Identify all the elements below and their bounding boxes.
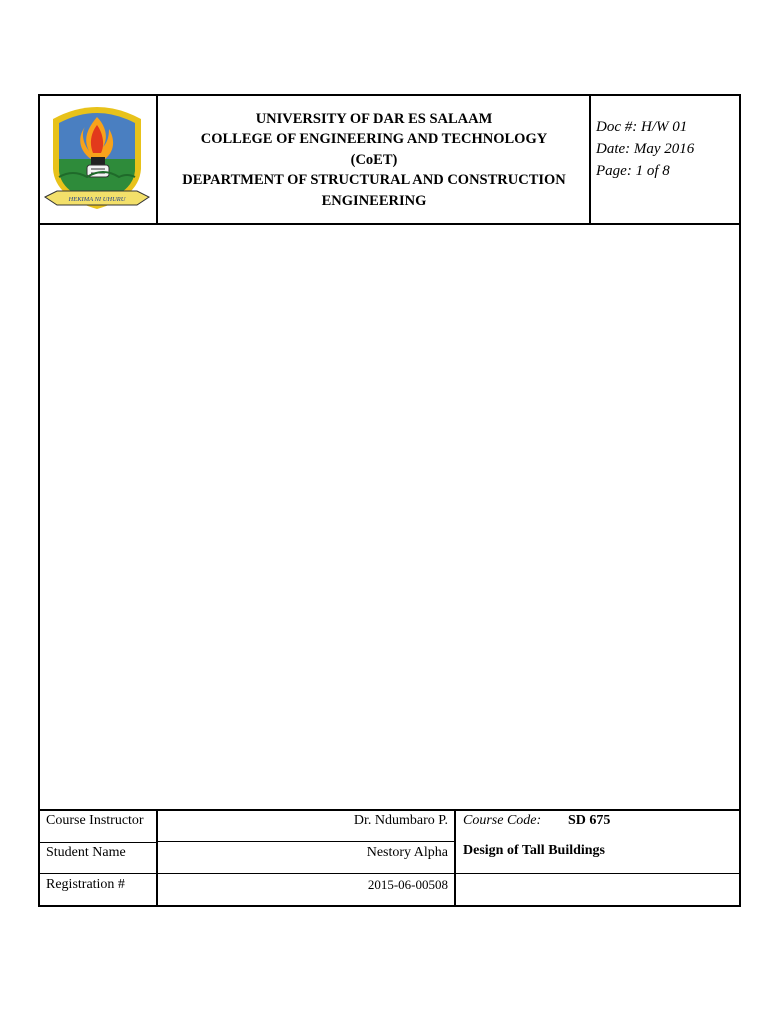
course-title: Design of Tall Buildings [463, 843, 606, 858]
college-abbrev: (CoET) [350, 151, 398, 168]
college-name: COLLEGE OF ENGINEERING AND TECHNOLOGY [200, 131, 548, 148]
doc-number: Doc #: H/W 01 [596, 119, 688, 135]
instructor-value: Dr. Ndumbaro P. [353, 813, 448, 828]
page-number: Page: 1 of 8 [596, 163, 670, 179]
course-code-label: Course Code: [463, 813, 542, 828]
course-code-value: SD 675 [568, 813, 611, 828]
registration-value: 2015-06-00508 [367, 877, 448, 892]
registration-label: Registration # [46, 877, 125, 892]
logo-motto-text: HEKIMA NI UHURU [68, 196, 126, 203]
instructor-label: Course Instructor [46, 813, 144, 828]
department-name-line1: DEPARTMENT OF STRUCTURAL AND CONSTRUCTION [182, 172, 566, 189]
university-name: UNIVERSITY OF DAR ES SALAAM [255, 110, 493, 127]
document-body [40, 225, 739, 809]
university-crest-icon [43, 99, 151, 221]
department-name-line2: ENGINEERING [321, 192, 427, 209]
university-logo [43, 99, 151, 221]
student-value: Nestory Alpha [366, 845, 448, 860]
header-title-block [158, 96, 590, 224]
student-label: Student Name [46, 845, 126, 860]
doc-date: Date: May 2016 [596, 141, 695, 157]
